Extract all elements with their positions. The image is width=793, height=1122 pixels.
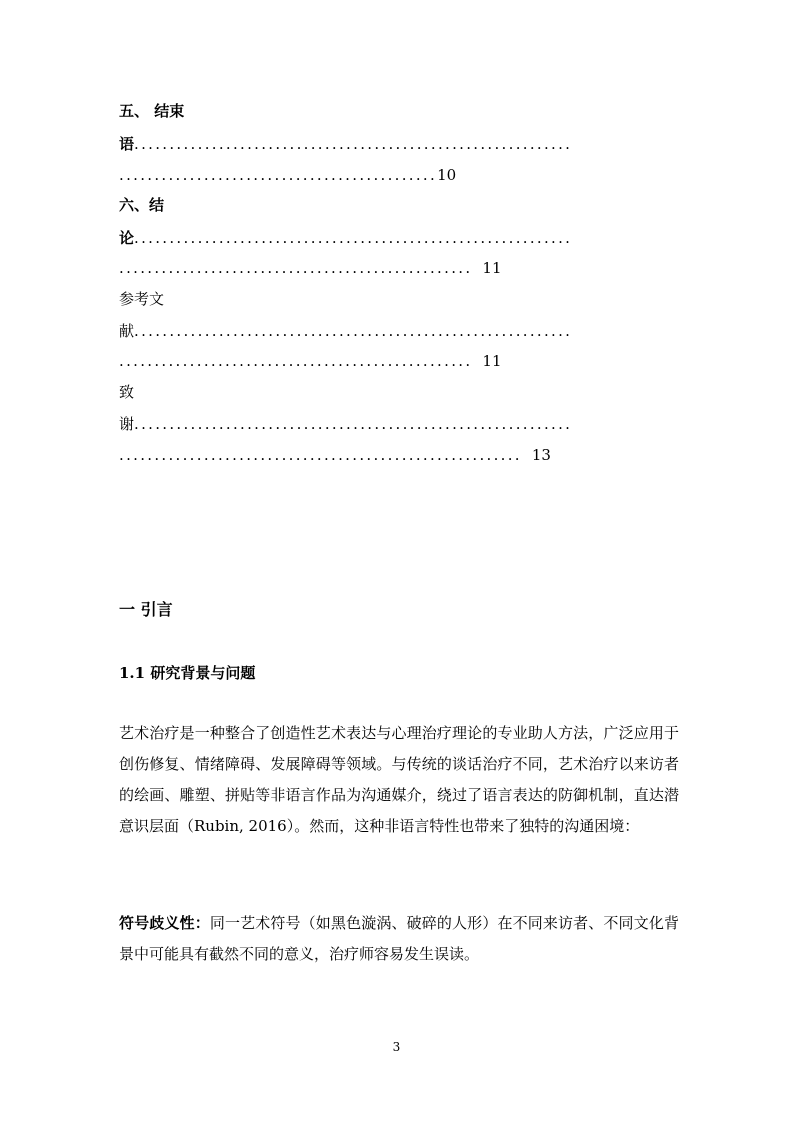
toc-leader-dots: ......................................................... <box>119 446 522 464</box>
toc-entry-heading: 参考文 <box>119 290 165 308</box>
toc-entry-tail: 语 <box>119 135 135 153</box>
toc-entry-leader-cont <box>119 165 456 185</box>
toc-entry-leader-cont <box>119 258 502 278</box>
toc-leader-dots: ............................................. <box>119 166 438 184</box>
toc-entry-heading: 五、 结束 <box>119 102 185 120</box>
toc-page-number: 11 <box>482 259 502 277</box>
toc-leader-dots: .................................................. <box>119 352 473 370</box>
toc-leader-dots: .............................................................. <box>134 415 573 433</box>
toc-entry-tail: 论 <box>119 229 135 247</box>
toc-entry-leader <box>119 228 572 248</box>
toc-entry-leader-cont <box>119 445 551 465</box>
toc-leader-dots: .............................................................. <box>134 229 573 247</box>
toc-entry-tail: 献 <box>119 322 135 340</box>
term-colon: ： <box>194 914 210 932</box>
toc-page-number: 13 <box>531 446 551 464</box>
toc-page-number: 11 <box>482 352 502 370</box>
section-heading: 一 引言 <box>119 600 173 619</box>
toc-leader-dots: .............................................................. <box>134 135 573 153</box>
body-paragraph: 艺术治疗是一种整合了创造性艺术表达与心理治疗理论的专业助人方法，广泛应用于创伤修复、情绪障碍、发展障碍等领域。与传统的谈话治疗不同，艺术治疗以来访者的绘画、雕塑、拼贴等非语言作品为沟通媒介，绕过了语言表达的防御机制，直达潜意识层面（Rubin, 2016）。然而，这种非语言特性也带来了独特的沟通困境： <box>119 724 679 835</box>
toc-leader-dots: .............................................................. <box>134 322 573 340</box>
toc-entry-leader <box>119 134 572 154</box>
toc-page-number: 10 <box>437 166 457 184</box>
term-paragraph <box>119 908 679 970</box>
page-number: 3 <box>392 1040 401 1054</box>
term-text: 同一艺术符号（如黑色漩涡、破碎的人形）在不同来访者、不同文化背景中可能具有截然不同的意义，治疗师容易发生误读。 <box>119 914 679 963</box>
toc-leader-dots: .................................................. <box>119 259 473 277</box>
toc-entry-leader <box>119 321 572 341</box>
toc-entry-tail: 谢 <box>119 415 135 433</box>
term-label: 符号歧义性 <box>119 914 195 932</box>
toc-entry-leader <box>119 414 572 434</box>
toc-entry-heading: 致 <box>119 383 135 401</box>
toc-entry-leader-cont <box>119 351 502 371</box>
toc-entry-heading: 六、结 <box>119 196 165 214</box>
subsection-heading: 1.1 研究背景与问题 <box>119 664 256 682</box>
